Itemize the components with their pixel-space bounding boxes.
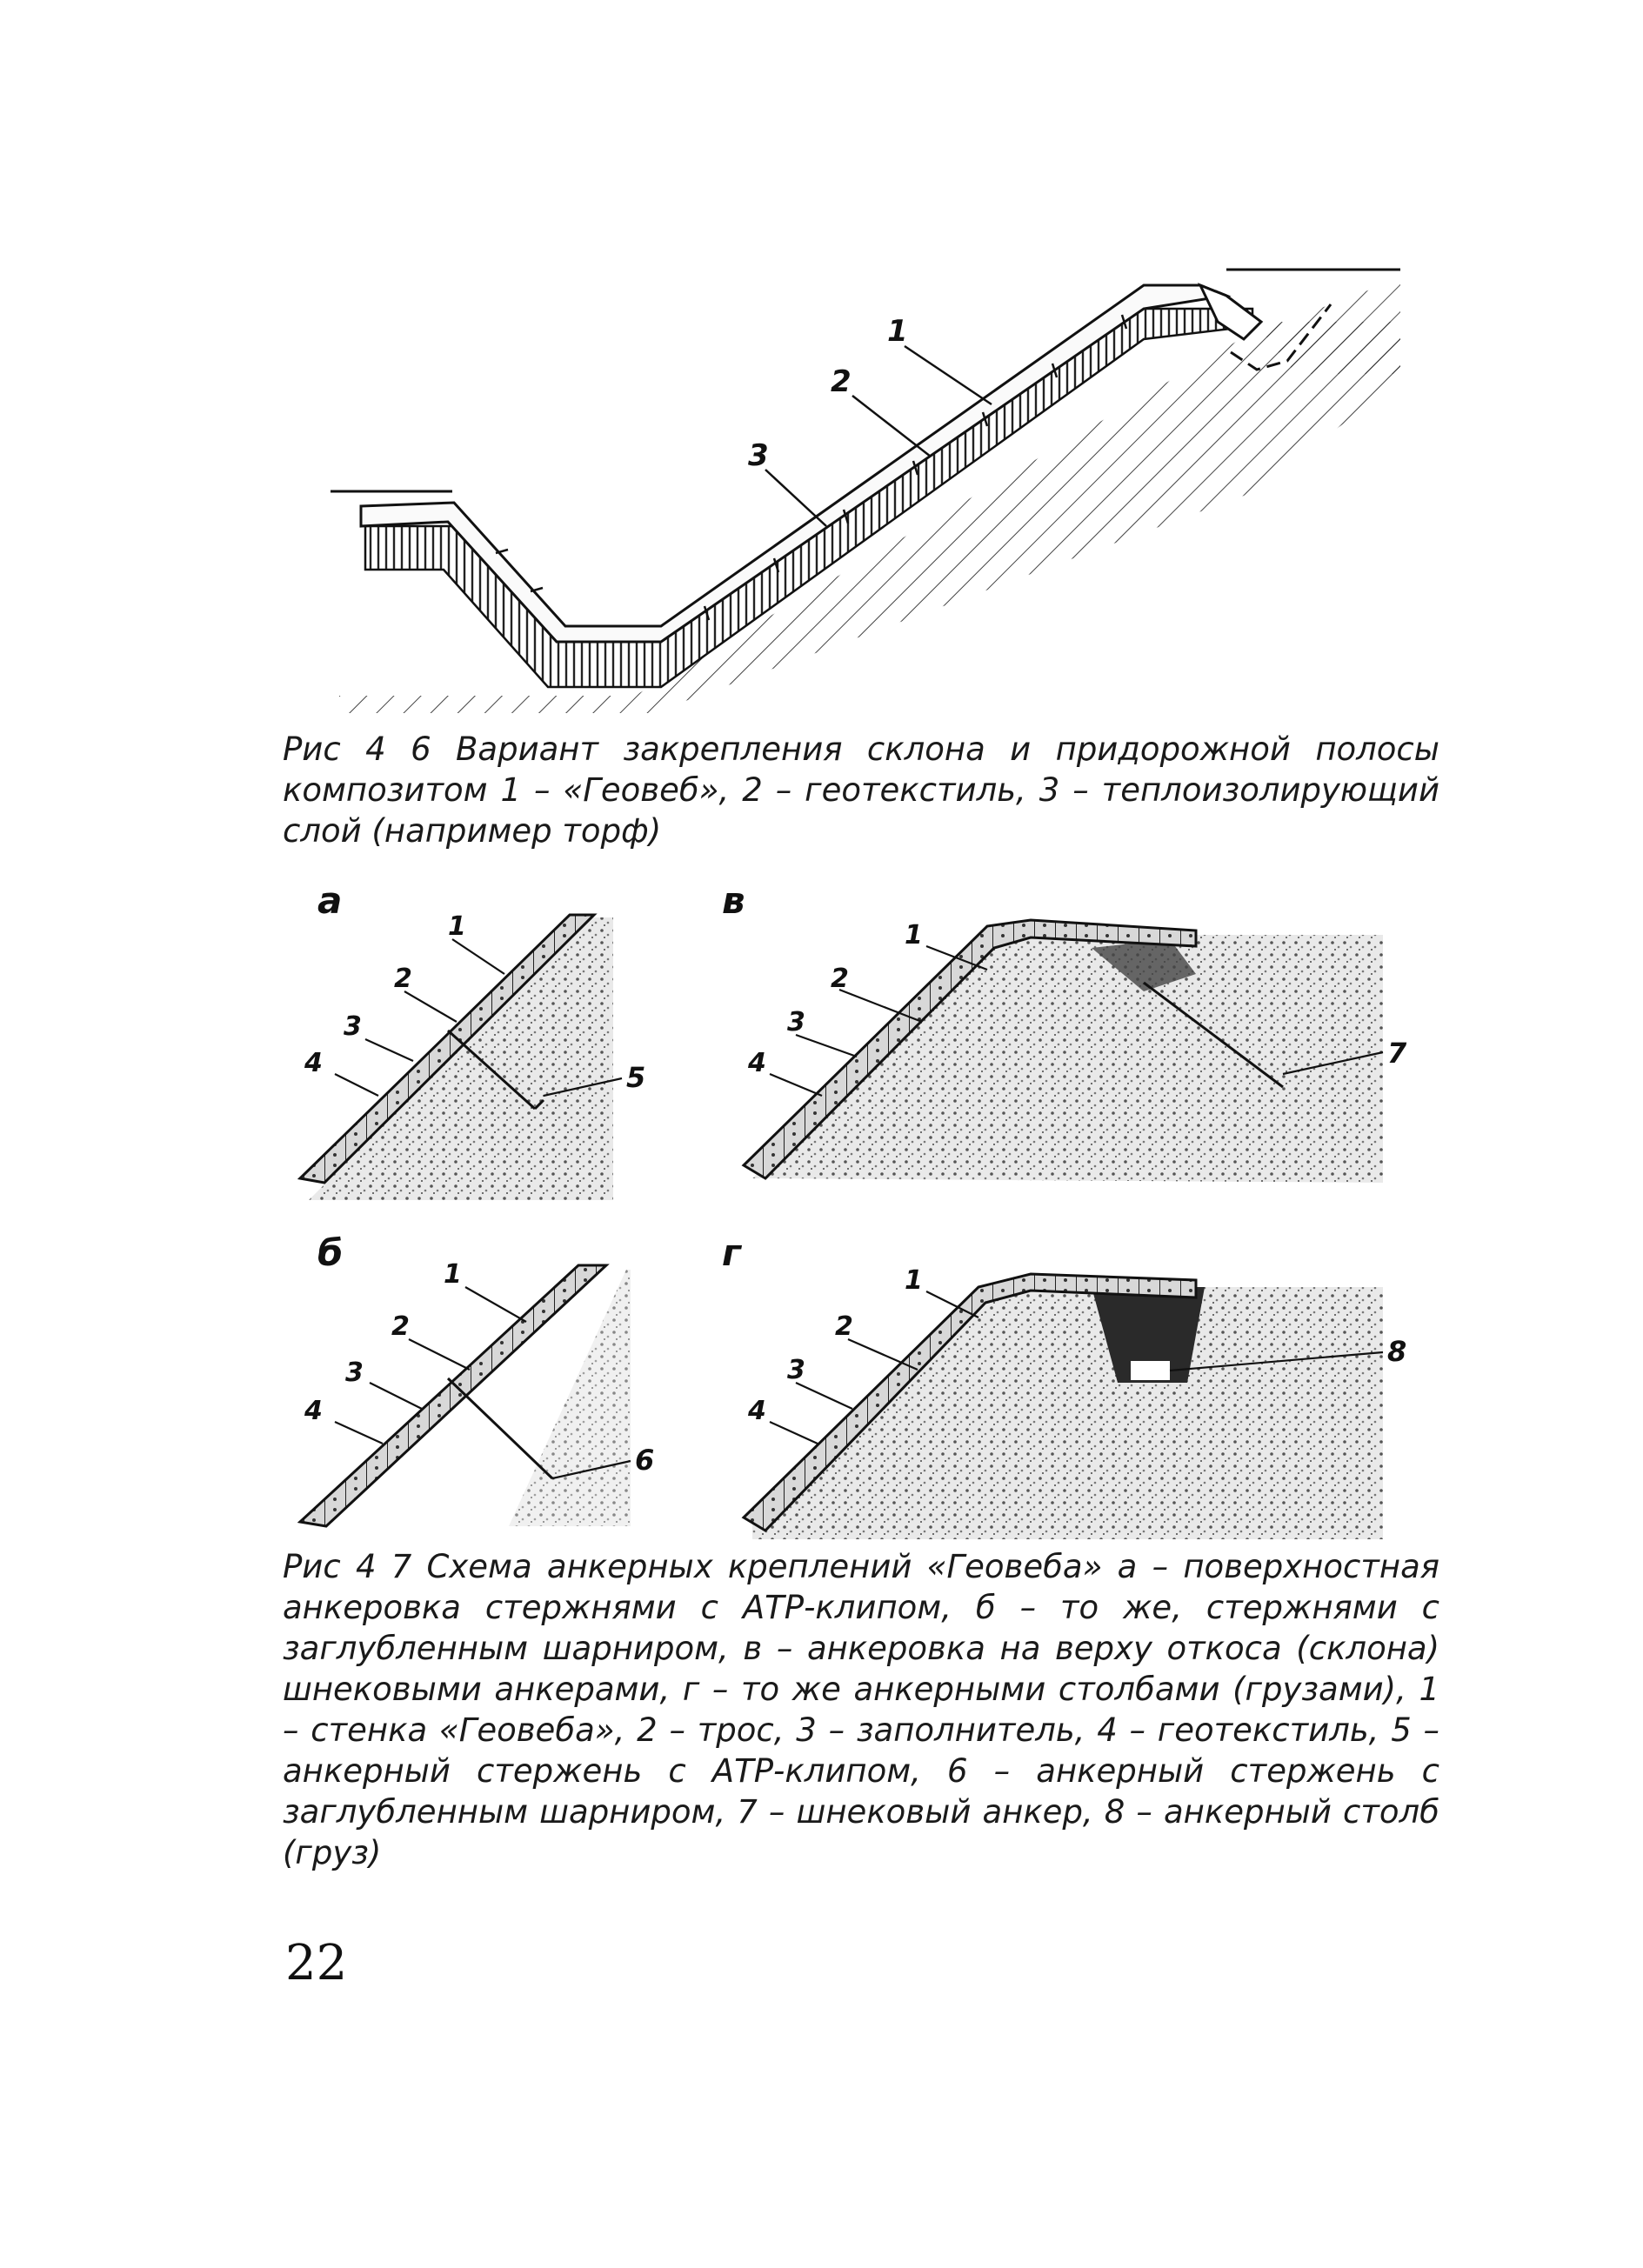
fig46-label-2: 2 xyxy=(831,364,852,399)
fig46-label-1: 1 xyxy=(887,314,908,349)
panel-a-label-3: 3 xyxy=(344,1011,362,1042)
panel-b-letter: б xyxy=(317,1231,344,1274)
figure-4-7-drawing xyxy=(283,878,1439,1539)
panel-v-label-3: 3 xyxy=(787,1007,805,1037)
panel-g-label-2: 2 xyxy=(835,1311,853,1342)
panel-v-label-1: 1 xyxy=(905,920,923,951)
panel-g-label-8: 8 xyxy=(1387,1335,1407,1368)
panel-v-label-4: 4 xyxy=(748,1048,766,1078)
panel-g xyxy=(722,1231,1406,1539)
fig46-label-3: 3 xyxy=(748,438,769,473)
panel-a-label-1: 1 xyxy=(448,911,466,942)
panel-a xyxy=(300,879,645,1200)
panel-v xyxy=(722,879,1407,1183)
panel-b-label-3: 3 xyxy=(345,1357,364,1388)
panel-a-letter: а xyxy=(317,879,343,922)
panel-a-label-4: 4 xyxy=(304,1048,323,1078)
panel-g-label-1: 1 xyxy=(905,1265,923,1296)
panel-v-label-2: 2 xyxy=(831,964,849,994)
panel-b-label-4: 4 xyxy=(304,1396,323,1426)
figure-4-6-drawing xyxy=(322,226,1400,748)
panel-g-letter: г xyxy=(722,1231,741,1274)
panel-b-label-2: 2 xyxy=(391,1311,410,1342)
panel-a-label-2: 2 xyxy=(394,964,412,994)
panel-v-letter: в xyxy=(722,879,745,922)
figure-4-7-caption: Рис 4 7 Схема анкерных креплений «Геовеба» а – поверхностная анкеровка стержнями с АТР-клипом, б – то же, стержнями с заглубленным шарниром, в – анкеровка на верху откоса (склона) шнековыми анкерами, г – то же анкерными столбами (грузами), 1 – стенка «Геовеба», 2 – трос, 3 – заполнитель, 4 – геотекстиль, 5 – анкерный стержень с АТР-клипом, 6 – анкерный стержень с заглубленным шарниром, 7 – шнековый анкер, 8 – анкерный столб (груз) xyxy=(283,1548,1439,1871)
panel-b-label-1: 1 xyxy=(444,1259,462,1290)
panel-g-label-4: 4 xyxy=(748,1396,766,1426)
panel-b-label-6: 6 xyxy=(635,1444,655,1477)
panel-b xyxy=(300,1231,654,1539)
page-number: 22 xyxy=(285,1935,348,1991)
panel-a-label-5: 5 xyxy=(626,1061,646,1094)
figure-4-6-caption: Рис 4 6 Вариант закрепления склона и придорожной полосы композитом 1 – «Геовеб», 2 – геотекстиль, 3 – теплоизолирующий слой (например торф) xyxy=(283,730,1439,850)
panel-g-label-3: 3 xyxy=(787,1355,805,1385)
panel-v-label-7: 7 xyxy=(1387,1037,1407,1070)
